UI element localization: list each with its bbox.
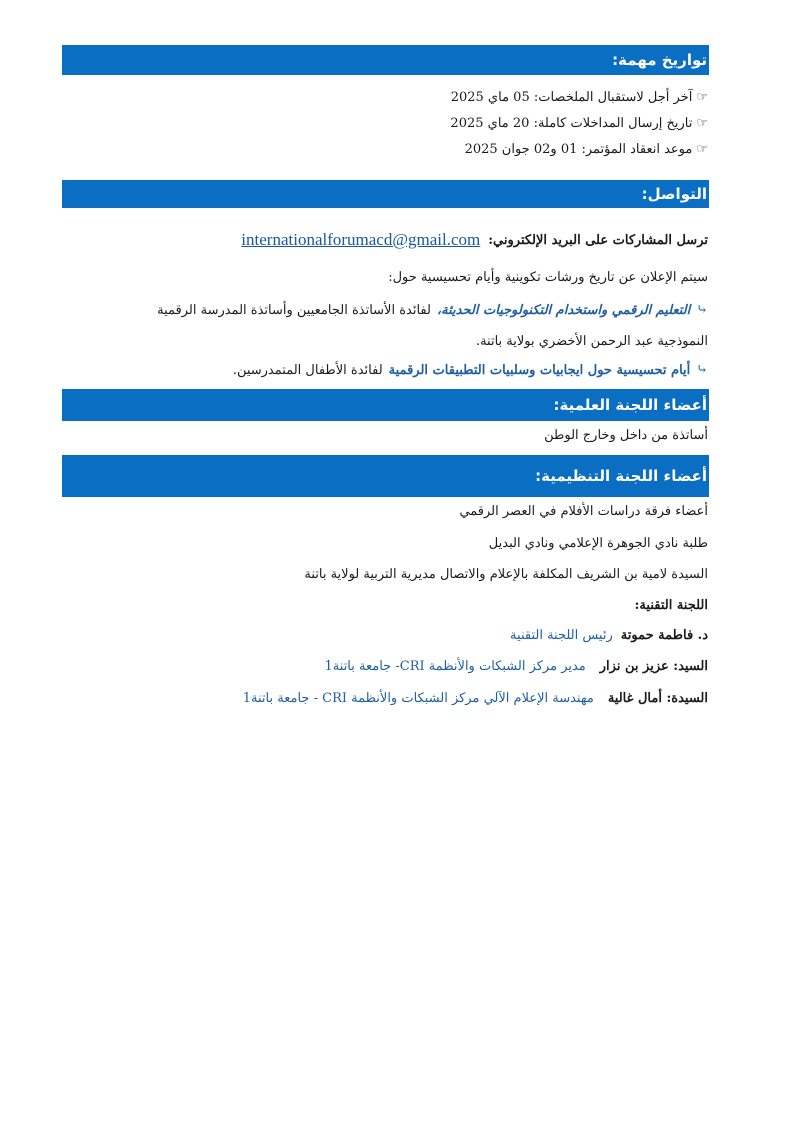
awareness-item-title: أيام تحسيسية حول ايجابيات وسلبيات التطبيقات الرقمية [388, 362, 691, 378]
tech-member-role: رئيس اللجنة التقنية [510, 628, 613, 643]
tech-member-name: د. فاطمة حموتة [620, 628, 708, 643]
hand-pointing-icon: ☞ [696, 90, 708, 105]
workshop-item-continuation: النموذجية عبد الرحمن الأخضري بولاية باتنة. [475, 334, 708, 349]
curved-arrow-icon: ⤷ [696, 362, 708, 378]
hand-pointing-icon: ☞ [696, 116, 708, 131]
tech-member [325, 659, 708, 674]
date-item: ☞ موعد انعقاد المؤتمر: 01 و02 جوان 2025 [464, 142, 708, 157]
scientific-text: أساتذة من داخل وخارج الوطن [544, 428, 708, 443]
tech-member-role: مهندسة الإعلام الآلي مركز الشبكات والأنظمة CRI - جامعة باتنة1 [242, 691, 594, 706]
dates-heading-bar [62, 45, 709, 75]
email-row [241, 230, 708, 250]
contact-heading-bar [62, 180, 709, 208]
awareness-item-text: لفائدة الأطفال المتمدرسين. [232, 362, 383, 378]
announce-text: سيتم الإعلان عن تاريخ ورشات تكوينية وأيام تحسيسية حول: [388, 270, 708, 285]
workshop-item-title: التعليم الرقمي واستخدام التكنولوجيات الحديثة، [436, 302, 691, 318]
organizing-heading-bar [62, 455, 709, 497]
scientific-heading-bar [62, 389, 709, 421]
awareness-item [233, 362, 708, 378]
date-item: ☞ تاريخ إرسال المداخلات كاملة: 20 ماي 2025 [450, 116, 708, 131]
organizing-line: طلبة نادي الجوهرة الإعلامي ونادي البديل [488, 536, 708, 551]
tech-member [243, 691, 708, 706]
tech-member-role: مدير مركز الشبكات والأنظمة CRI- جامعة باتنة1 [324, 659, 586, 674]
dates-heading: تواريخ مهمة: [612, 51, 707, 69]
email-label: ترسل المشاركات على البريد الإلكتروني: [488, 232, 708, 248]
workshop-item-text: لفائدة الأساتذة الجامعيين وأساتذة المدرسة الرقمية [157, 302, 431, 318]
contact-heading: التواصل: [641, 185, 707, 203]
tech-member [510, 628, 708, 643]
curved-arrow-icon: ⤷ [696, 302, 708, 318]
hand-pointing-icon: ☞ [696, 142, 708, 157]
date-item: ☞ آخر أجل لاستقبال الملخصات: 05 ماي 2025 [450, 90, 708, 105]
workshop-item [157, 302, 708, 318]
tech-member-name: السيد: عزيز بن نزار [599, 659, 708, 674]
organizing-line: أعضاء فرقة دراسات الأفلام في العصر الرقمي [459, 504, 708, 519]
tech-committee-heading: اللجنة التقنية: [634, 598, 708, 613]
organizing-line: السيدة لامية بن الشريف المكلفة بالإعلام والاتصال مديرية التربية لولاية باتنة [304, 567, 708, 582]
tech-member-name: السيدة: أمال غالية [607, 691, 708, 706]
scientific-heading: أعضاء اللجنة العلمية: [553, 396, 707, 414]
email-link[interactable]: internationalforumacd@gmail.com [241, 230, 481, 249]
organizing-heading: أعضاء اللجنة التنظيمية: [535, 467, 707, 485]
